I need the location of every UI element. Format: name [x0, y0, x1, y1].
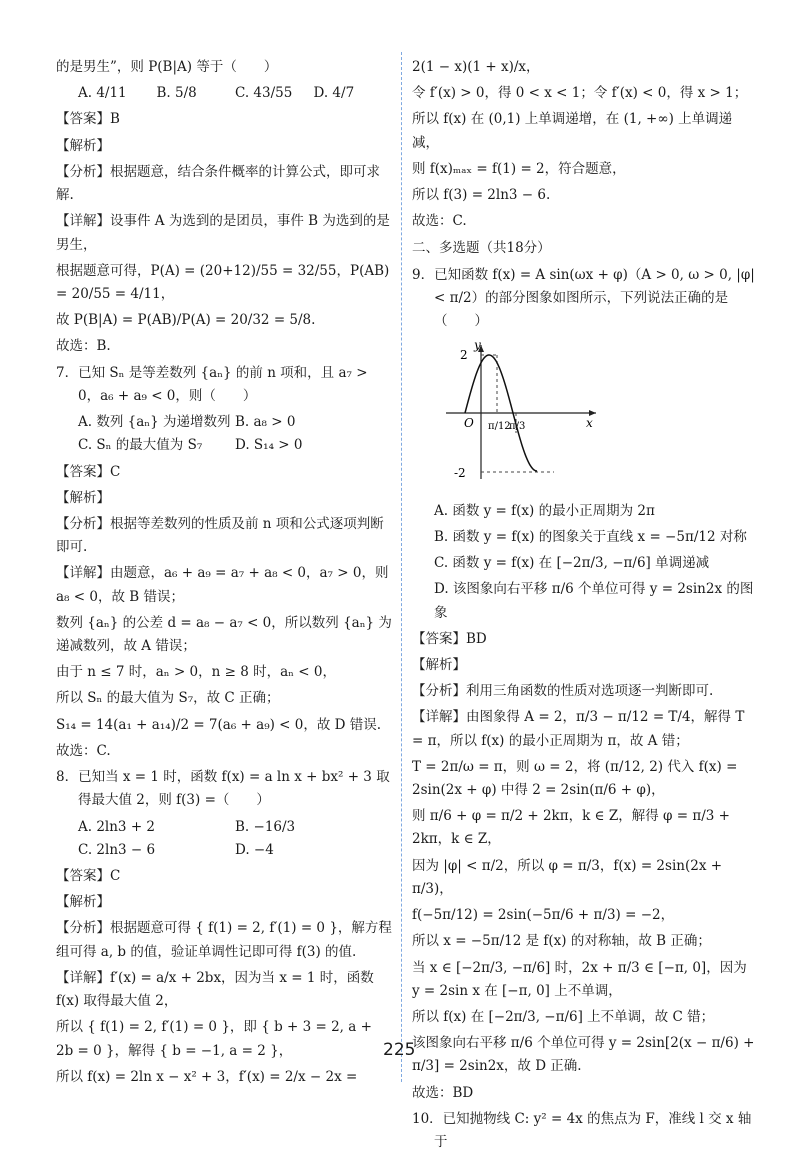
x-axis-label: x: [586, 416, 593, 431]
q8-detail-7: 则 f(x)ₘₐₓ = f(1) = 2，符合题意，: [412, 160, 626, 177]
q8-option-d: D. −4: [235, 841, 274, 858]
q8-choice: 故选：C.: [412, 213, 467, 230]
sine-graph: [436, 337, 756, 495]
q8-stem: 8．已知当 x = 1 时，函数 f(x) = a ln x + bx² + 3 取得最大值 2，则 f(3) =（ ）: [56, 769, 390, 809]
left-column: [56, 56, 392, 1092]
q8-analysis-head: 【解析】: [56, 894, 110, 911]
q6-options: [56, 82, 392, 105]
q8-detail-1: 【详解】f′(x) = a/x + 2bx，因为当 x = 1 时，函数 f(x) 取得最大值 2，: [56, 969, 374, 1010]
q7-detail-5: S₁₄ = 14(a₁ + a₁₄)/2 = 7(a₆ + a₉) < 0，故 D 错误.: [56, 716, 382, 733]
q8-option-b: B. −16/3: [235, 818, 296, 835]
y-axis-label: y: [474, 338, 481, 353]
q6-option-c: C. 43/55: [235, 85, 293, 102]
q8-detail-8: 所以 f(3) = 2ln3 − 6.: [412, 187, 551, 204]
q6-analysis: 【分析】根据题意，结合条件概率的计算公式，即可求解.: [56, 163, 380, 204]
q7-detail-3: 由于 n ≤ 7 时，aₙ > 0，n ≥ 8 时，aₙ < 0，: [56, 664, 336, 681]
pi12-label: π/12: [488, 421, 511, 433]
q8-option-a: A. 2ln3 + 2: [78, 818, 156, 835]
q9-analysis: 【分析】利用三角函数的性质对选项逐一判断即可.: [412, 683, 714, 700]
q6-detail-1: 【详解】设事件 A 为选到的是团员，事件 B 为选到的是男生，: [56, 213, 390, 253]
q9-choice: 故选：BD: [412, 1084, 474, 1101]
pi3-label: π/3: [509, 421, 526, 433]
q7-analysis-head: 【解析】: [56, 489, 110, 506]
q7-option-b: B. a₈ > 0: [235, 414, 296, 431]
right-column: [412, 56, 756, 1157]
q6-detail-3: 故 P(B|A) = P(AB)/P(A) = 20/32 = 5/8.: [56, 312, 316, 329]
q6-option-b: B. 5/8: [156, 85, 197, 102]
q7-detail-2: 数列 {aₙ} 的公差 d = a₈ − a₇ < 0，所以数列 {aₙ} 为递减数列，故 A 错误；: [56, 614, 392, 655]
min-label: -2: [454, 466, 466, 481]
q6-analysis-head: 【解析】: [56, 137, 110, 154]
q10-stem: 10．已知抛物线 C: y² = 4x 的焦点为 F，准线 l 交 x 轴于: [412, 1110, 752, 1151]
q8-detail-2: 所以 { f(1) = 2, f′(1) = 0 }，即 { b + 3 = 2, a + 2b = 0 }，解得 { b = −1, a = 2 }，: [56, 1019, 372, 1059]
q9-detail-1: 【详解】由图象得 A = 2，π/3 − π/12 = T/4，解得 T = π，所以 f(x) 的最小正周期为 π，故 A 错；: [412, 709, 745, 749]
q9-detail-3: 则 π/6 + φ = π/2 + 2kπ，k ∈ Z，解得 φ = π/3 + 2kπ，k ∈ Z，: [412, 808, 730, 848]
q9-detail-2: T = 2π/ω = π，则 ω = 2，将 (π/12, 2) 代入 f(x) = 2sin(2x + φ) 中得 2 = 2sin(π/6 + φ)，: [412, 758, 738, 799]
q8-detail-3: 所以 f(x) = 2ln x − x² + 3，f′(x) = 2/x − 2x =: [56, 1068, 358, 1085]
q7-option-d: D. S₁₄ > 0: [235, 437, 303, 454]
sine-graph-svg: [436, 337, 606, 487]
q9-option-a: A. 函数 y = f(x) 的最小正周期为 2π: [434, 502, 655, 519]
q9-option-d: D. 该图象向右平移 π/6 个单位可得 y = 2sin2x 的图象: [434, 581, 754, 621]
q7-detail-4: 所以 Sₙ 的最大值为 S₇，故 C 正确；: [56, 690, 280, 707]
q8-detail-5: 令 f′(x) > 0，得 0 < x < 1；令 f′(x) < 0，得 x > 1；: [412, 85, 748, 102]
q9-detail-5: f(−5π/12) = 2sin(−5π/6 + π/3) = −2，: [412, 907, 675, 924]
q7-analysis: 【分析】根据等差数列的性质及前 n 项和公式逐项判断即可.: [56, 515, 384, 556]
q8-detail-4: 2(1 − x)(1 + x)/x，: [412, 59, 540, 75]
q6-tail: 的是男生”，则 P(B|A) 等于（ ）: [56, 59, 278, 75]
q9-detail-8: 所以 f(x) 在 [−2π/3, −π/6] 上不单调，故 C 错；: [412, 1009, 715, 1025]
q8-option-c: C. 2ln3 − 6: [78, 841, 156, 858]
q9-detail-7: 当 x ∈ [−2π/3, −π/6] 时，2x + π/3 ∈ [−π, 0]，因为 y = 2sin x 在 [−π, 0] 上不单调，: [412, 959, 747, 999]
q7-choice: 故选：C.: [56, 742, 111, 759]
q6-choice: 故选：B.: [56, 338, 111, 355]
q7-option-a: A. 数列 {aₙ} 为递增数列: [78, 414, 231, 431]
q8-answer: 【答案】C: [56, 868, 121, 884]
q7-answer: 【答案】C: [56, 463, 121, 480]
q7-detail-1: 【详解】由题意，a₆ + a₉ = a₇ + a₈ < 0，a₇ > 0，则 a₈ < 0，故 B 错误；: [56, 565, 389, 605]
max-label: 2: [460, 348, 468, 363]
q9-analysis-head: 【解析】: [412, 656, 466, 673]
q6-option-a: A. 4/11: [78, 85, 127, 102]
q9-stem: 9．已知函数 f(x) = A sin(ωx + φ)（A > 0, ω > 0, |φ| < π/2）的部分图象如图所示，下列说法正确的是（ ）: [412, 266, 755, 330]
q7-option-c: C. Sₙ 的最大值为 S₇: [78, 437, 203, 454]
column-divider: [401, 52, 402, 1082]
origin-label: O: [464, 416, 474, 431]
q6-option-d: D. 4/7: [313, 85, 355, 102]
q6-detail-2: 根据题意可得，P(A) = (20+12)/55 = 32/55，P(AB) = 20/55 = 4/11，: [56, 262, 390, 302]
q7-stem: 7．已知 Sₙ 是等差数列 {aₙ} 的前 n 项和，且 a₇ > 0，a₆ + a₉ < 0，则（ ）: [56, 364, 368, 404]
q9-answer: 【答案】BD: [412, 630, 487, 647]
q9-option-c: C. 函数 y = f(x) 在 [−2π/3, −π/6] 单调递减: [434, 555, 710, 572]
q8-analysis: 【分析】根据题意可得 { f(1) = 2, f′(1) = 0 }，解方程组可得 a, b 的值，验证单调性记即可得 f(3) 的值.: [56, 920, 392, 960]
q6-answer: 【答案】B: [56, 111, 120, 128]
q9-option-b: B. 函数 y = f(x) 的图象关于直线 x = −5π/12 对称: [434, 528, 747, 545]
section-heading: 二、多选题（共18分）: [412, 239, 551, 256]
q8-options: [56, 816, 392, 862]
q9-detail-4: 因为 |φ| < π/2，所以 φ = π/3，f(x) = 2sin(2x + π/3)，: [412, 857, 723, 897]
q9-detail-6: 所以 x = −5π/12 是 f(x) 的对称轴，故 B 正确；: [412, 933, 711, 950]
q7-options: [56, 411, 392, 457]
page-number: 225: [383, 1040, 416, 1060]
q8-detail-6: 所以 f(x) 在 (0,1) 上单调递增，在 (1, +∞) 上单调递减，: [412, 111, 733, 151]
q9-detail-9: 该图象向右平移 π/6 个单位可得 y = 2sin[2(x − π/6) + π/3] = 2sin2x，故 D 正确.: [412, 1035, 755, 1075]
